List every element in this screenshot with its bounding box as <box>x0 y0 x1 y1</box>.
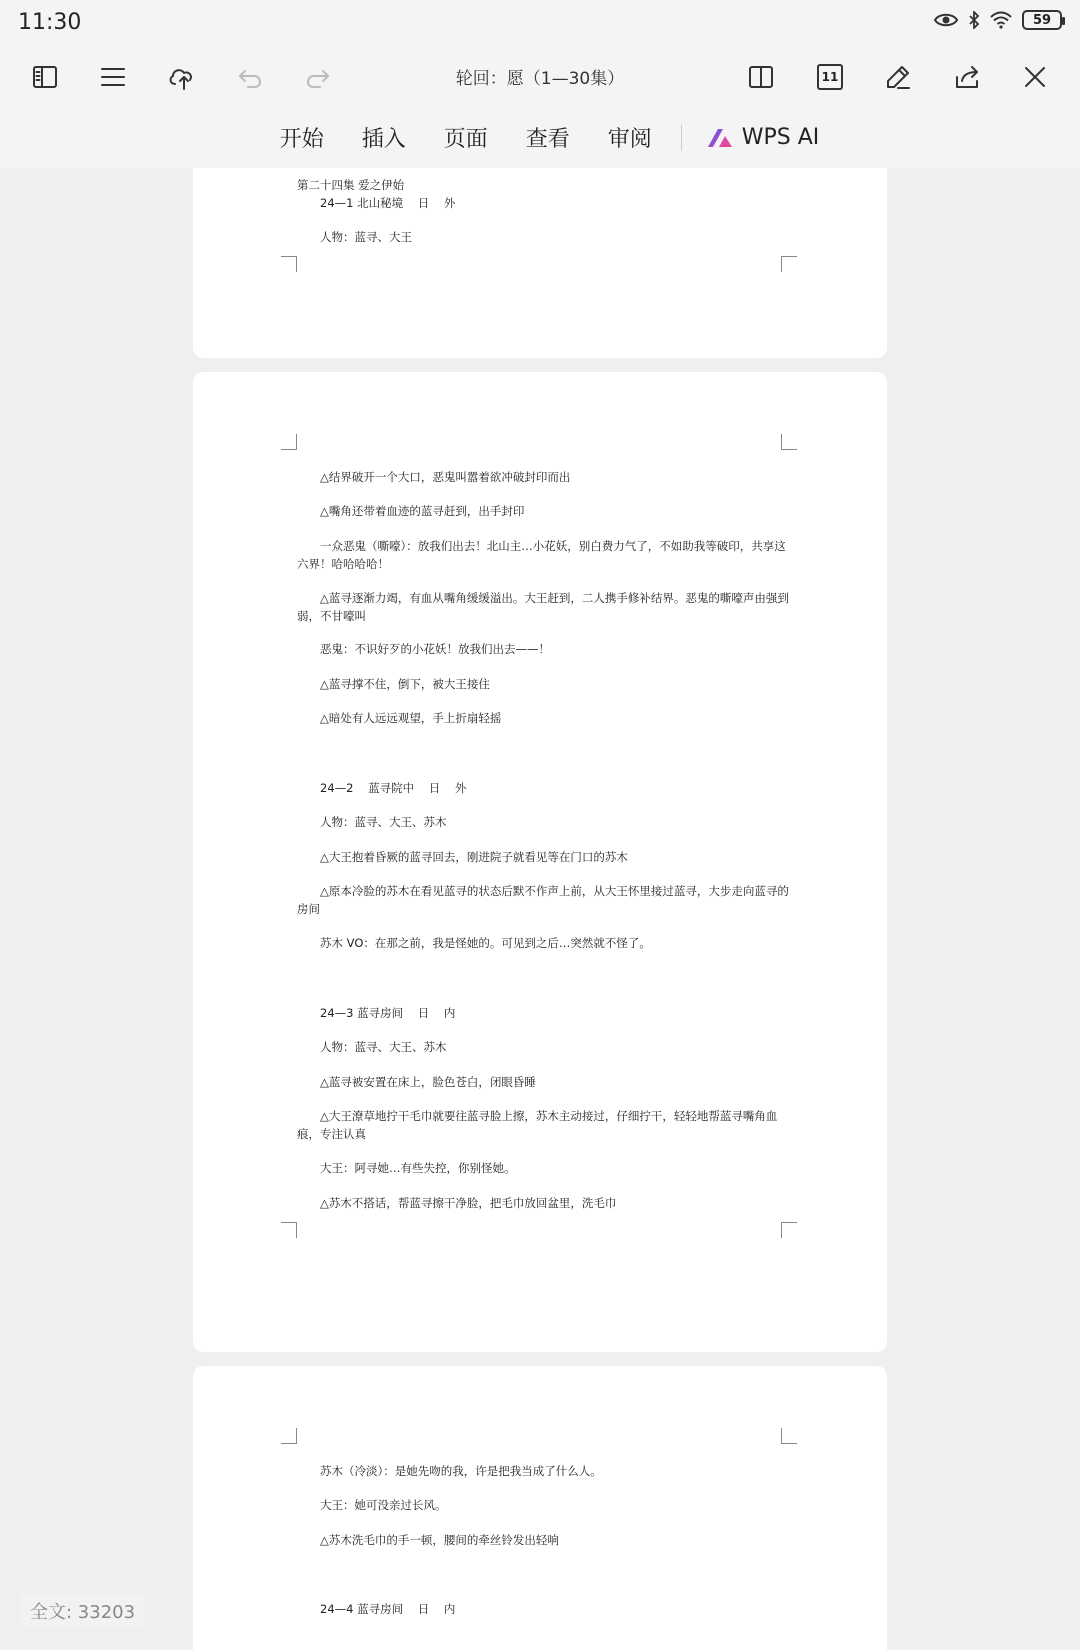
page-corner-mark <box>781 434 797 450</box>
menu-icon <box>99 63 127 91</box>
page-count-icon: 11 <box>817 64 843 90</box>
wps-ai-logo-icon <box>706 127 734 149</box>
split-view-button[interactable] <box>744 60 778 94</box>
script-paragraph: △原本冷脸的苏木在看见蓝寻的状态后默不作声上前，从大王怀里接过蓝寻，大步走向蓝寻的房间 <box>297 884 789 916</box>
script-paragraph: △蓝寻逐渐力竭，有血从嘴角缓缓溢出。大王赶到，二人携手修补结界。恶鬼的嘶嚎声由强到弱，不甘嚎叫 <box>297 591 789 623</box>
tab-page[interactable]: 页面 <box>443 127 488 152</box>
tab-start[interactable]: 开始 <box>279 127 324 152</box>
script-paragraph: △暗处有人远远观望，手上折扇轻摇 <box>320 711 502 725</box>
document-page <box>193 1366 887 1650</box>
page-corner-mark <box>281 434 297 450</box>
battery-icon: 59 <box>1022 10 1062 30</box>
menu-tabs <box>0 122 1080 153</box>
page-jump-button[interactable] <box>813 60 847 94</box>
sidebar-icon <box>31 63 59 91</box>
edit-button[interactable] <box>881 60 915 94</box>
undo-icon <box>236 63 264 91</box>
script-paragraph: 苏木（冷淡）：是她先吻的我，许是把我当成了什么人。 <box>320 1464 602 1478</box>
close-button[interactable] <box>1018 60 1052 94</box>
redo-icon <box>304 63 332 91</box>
script-paragraph: △大王潦草地拧干毛巾就要往蓝寻脸上擦，苏木主动接过，仔细拧干，轻轻地帮蓝寻嘴角血痕，专注认真 <box>297 1109 778 1141</box>
script-paragraph: 大王：她可没亲过长风。 <box>320 1498 447 1512</box>
undo-button[interactable] <box>233 60 267 94</box>
script-paragraph: △苏木不搭话，帮蓝寻擦干净脸，把毛巾放回盆里，洗毛巾 <box>320 1196 617 1210</box>
tab-insert[interactable]: 插入 <box>361 127 406 152</box>
character-list: 人物：蓝寻、大王、苏木 <box>320 815 447 829</box>
top-toolbar <box>0 46 1080 106</box>
character-list: 人物：蓝寻、大王 <box>320 230 412 244</box>
script-paragraph: 一众恶鬼（嘶嚎）：放我们出去！北山主…小花妖，别白费力气了，不如助我等破印，共享这六界！哈哈哈哈！ <box>297 539 786 571</box>
page-corner-mark <box>781 1428 797 1444</box>
cloud-upload-button[interactable] <box>164 60 198 94</box>
document-area[interactable] <box>0 168 1080 1650</box>
wifi-icon <box>990 11 1012 29</box>
menu-button[interactable] <box>96 60 130 94</box>
redo-button[interactable] <box>301 60 335 94</box>
character-list: 人物：蓝寻、大王、苏木 <box>320 1040 447 1054</box>
script-paragraph: 苏木 VO：在那之前，我是怪她的。可见到之后…突然就不怪了。 <box>320 936 651 950</box>
bluetooth-icon <box>968 11 980 29</box>
share-button[interactable] <box>950 60 984 94</box>
script-paragraph: △苏木洗毛巾的手一顿，腰间的牵丝铃发出轻响 <box>320 1533 559 1547</box>
share-icon <box>953 63 981 91</box>
wps-ai-label: WPS AI <box>741 125 820 150</box>
eye-icon <box>934 12 958 28</box>
split-view-icon <box>747 63 775 91</box>
script-paragraph: △蓝寻撑不住，倒下，被大王接住 <box>320 677 490 691</box>
scene-heading: 24—2 蓝寻院中 日 外 <box>320 781 467 795</box>
sidebar-toggle-button[interactable] <box>28 60 62 94</box>
scene-heading: 24—1 北山秘境 日 外 <box>320 196 456 210</box>
script-paragraph: 恶鬼：不识好歹的小花妖！放我们出去——！ <box>320 642 550 656</box>
tab-view[interactable]: 查看 <box>525 127 570 152</box>
script-paragraph: △蓝寻被安置在床上，脸色苍白，闭眼昏睡 <box>320 1075 536 1089</box>
page-corner-mark <box>281 1222 297 1238</box>
document-page <box>193 372 887 1352</box>
script-paragraph: 大王：阿寻她…有些失控，你别怪她。 <box>320 1161 516 1175</box>
pencil-icon <box>884 63 912 91</box>
menu-bar <box>0 106 1080 168</box>
episode-heading: 第二十四集 爱之伊始 <box>297 178 405 192</box>
menu-divider <box>681 125 682 151</box>
document-page <box>193 168 887 358</box>
word-count-badge: 全文: 33203 <box>20 1594 145 1628</box>
status-time: 11:30 <box>18 10 82 35</box>
close-icon <box>1021 63 1049 91</box>
wps-ai-button[interactable] <box>706 125 820 150</box>
script-paragraph: △大王抱着昏厥的蓝寻回去，刚进院子就看见等在门口的苏木 <box>320 850 628 864</box>
status-bar <box>0 0 1080 46</box>
cloud-upload-icon <box>167 63 195 91</box>
page-corner-mark <box>281 256 297 272</box>
document-title: 轮回：愿（1—30集） <box>455 69 625 89</box>
page-corner-mark <box>781 256 797 272</box>
script-paragraph: △结界破开一个大口，恶鬼叫嚣着欲冲破封印而出 <box>320 470 571 484</box>
tab-review[interactable]: 审阅 <box>607 127 652 152</box>
page-corner-mark <box>281 1428 297 1444</box>
status-icons <box>934 10 1062 30</box>
script-paragraph: △嘴角还带着血迹的蓝寻赶到，出手封印 <box>320 504 525 518</box>
scene-heading: 24—3 蓝寻房间 日 内 <box>320 1006 456 1020</box>
page-corner-mark <box>781 1222 797 1238</box>
scene-heading: 24—4 蓝寻房间 日 内 <box>320 1602 456 1616</box>
